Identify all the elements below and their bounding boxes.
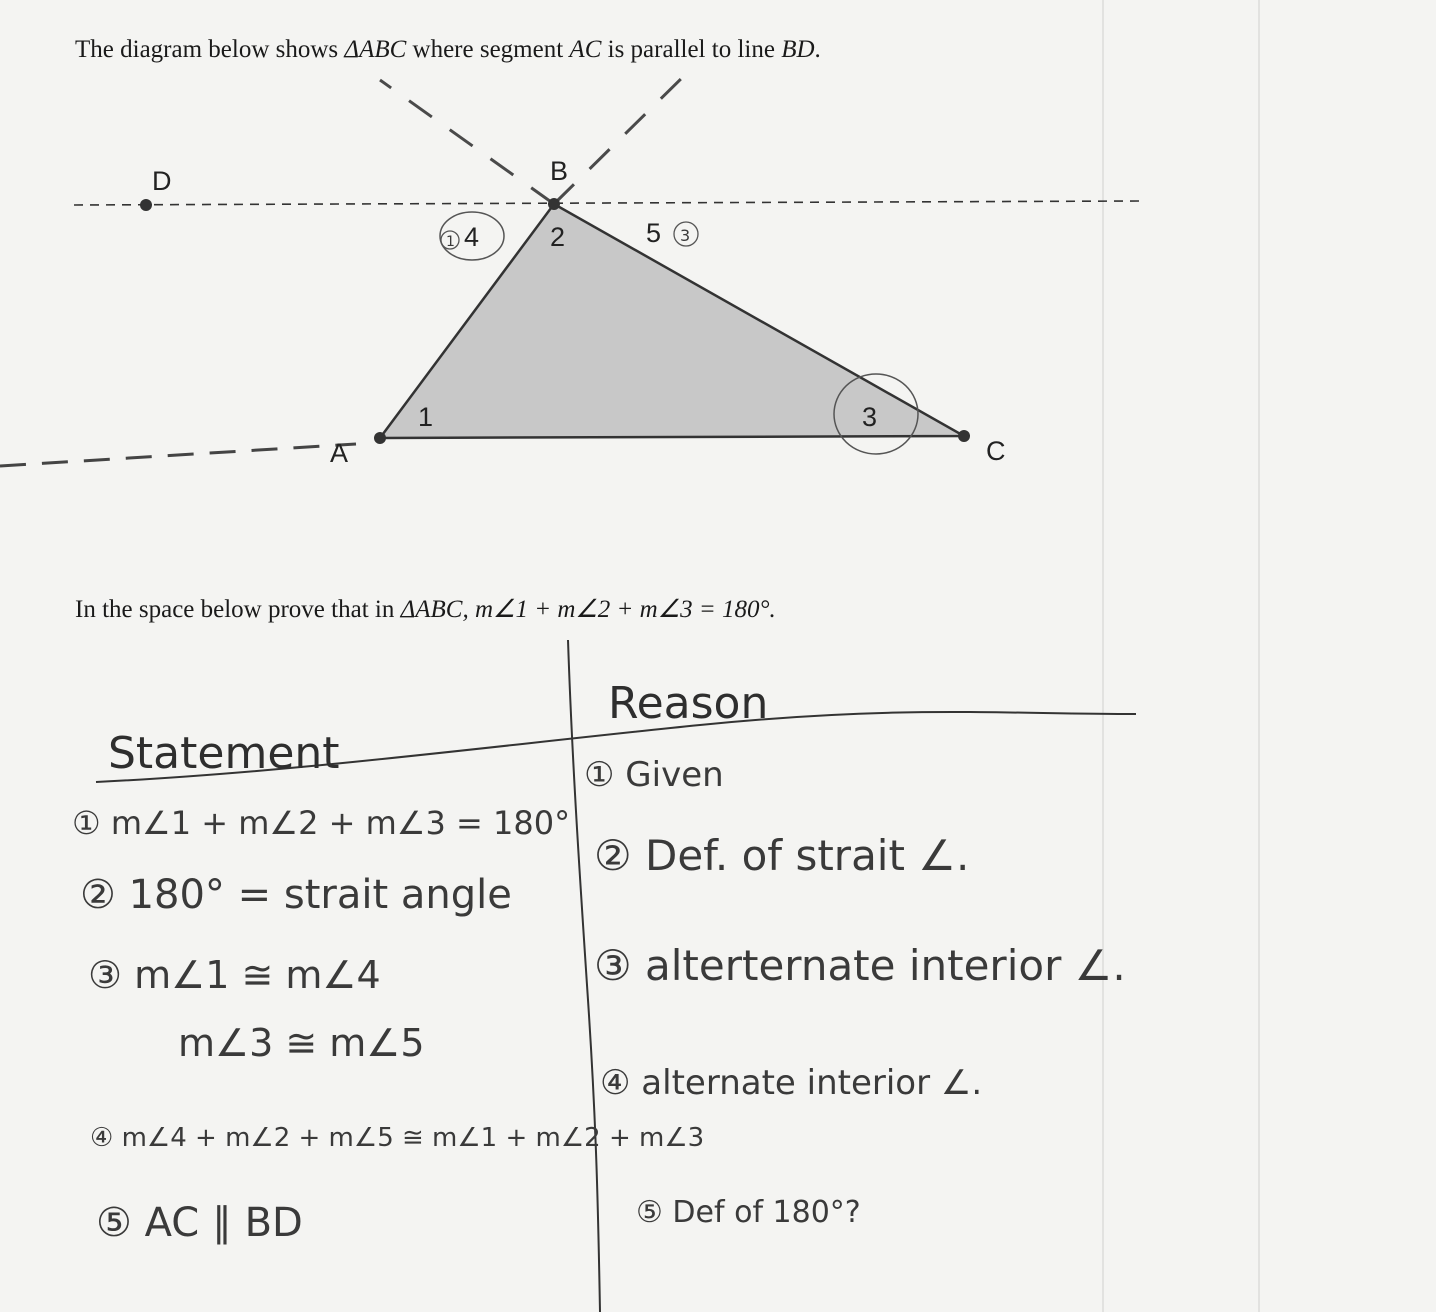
label-c: C (986, 436, 1006, 466)
statement-1: ① m∠1 + m∠2 + m∠3 = 180° (72, 804, 571, 842)
reason-5: ⑤ Def of 180°? (636, 1195, 861, 1230)
label-b: B (550, 156, 569, 186)
statement-3: ③ m∠1 ≅ m∠4 (88, 953, 381, 997)
reason-3: ③ alterternate interior ∠. (594, 941, 1126, 990)
reason-4: ④ alternate interior ∠. (600, 1063, 983, 1103)
angle-label-5: 5 (646, 218, 662, 248)
reason-header: Reason (608, 678, 769, 729)
reason-2: ② Def. of strait ∠. (594, 831, 970, 880)
angle-label-3: 3 (862, 402, 878, 432)
label-a: A (330, 438, 349, 468)
reason-1: ① Given (584, 755, 724, 795)
label-d: D (152, 166, 172, 196)
angle-label-4: 4 (464, 222, 480, 252)
angle-label-2: 2 (550, 222, 566, 252)
mark-3: 3 (680, 226, 691, 245)
point-d (140, 199, 152, 211)
statement-5: ⑤ AC ∥ BD (96, 1200, 303, 1246)
mark-1: 1 (446, 234, 455, 250)
angle-label-1: 1 (418, 402, 434, 432)
point-b (548, 198, 560, 210)
diagram-intro-text: The diagram below shows ΔABC where segment AC is parallel to line BD. (75, 36, 821, 63)
statement-3b: m∠3 ≅ m∠5 (178, 1021, 425, 1065)
statement-header: Statement (108, 728, 340, 779)
line-bd (74, 201, 1140, 205)
point-c (958, 430, 970, 442)
prove-prompt-text: In the space below prove that in ΔABC, m∠1 + m∠2 + m∠3 = 180°. (75, 596, 776, 623)
statement-2: ② 180° = strait angle (80, 872, 512, 918)
extension-line-ab (554, 70, 690, 204)
extension-line-a (0, 444, 356, 466)
point-a (374, 432, 386, 444)
extension-line-cb (380, 80, 554, 204)
statement-4: ④ m∠4 + m∠2 + m∠5 ≅ m∠1 + m∠2 + m∠3 (90, 1123, 705, 1153)
